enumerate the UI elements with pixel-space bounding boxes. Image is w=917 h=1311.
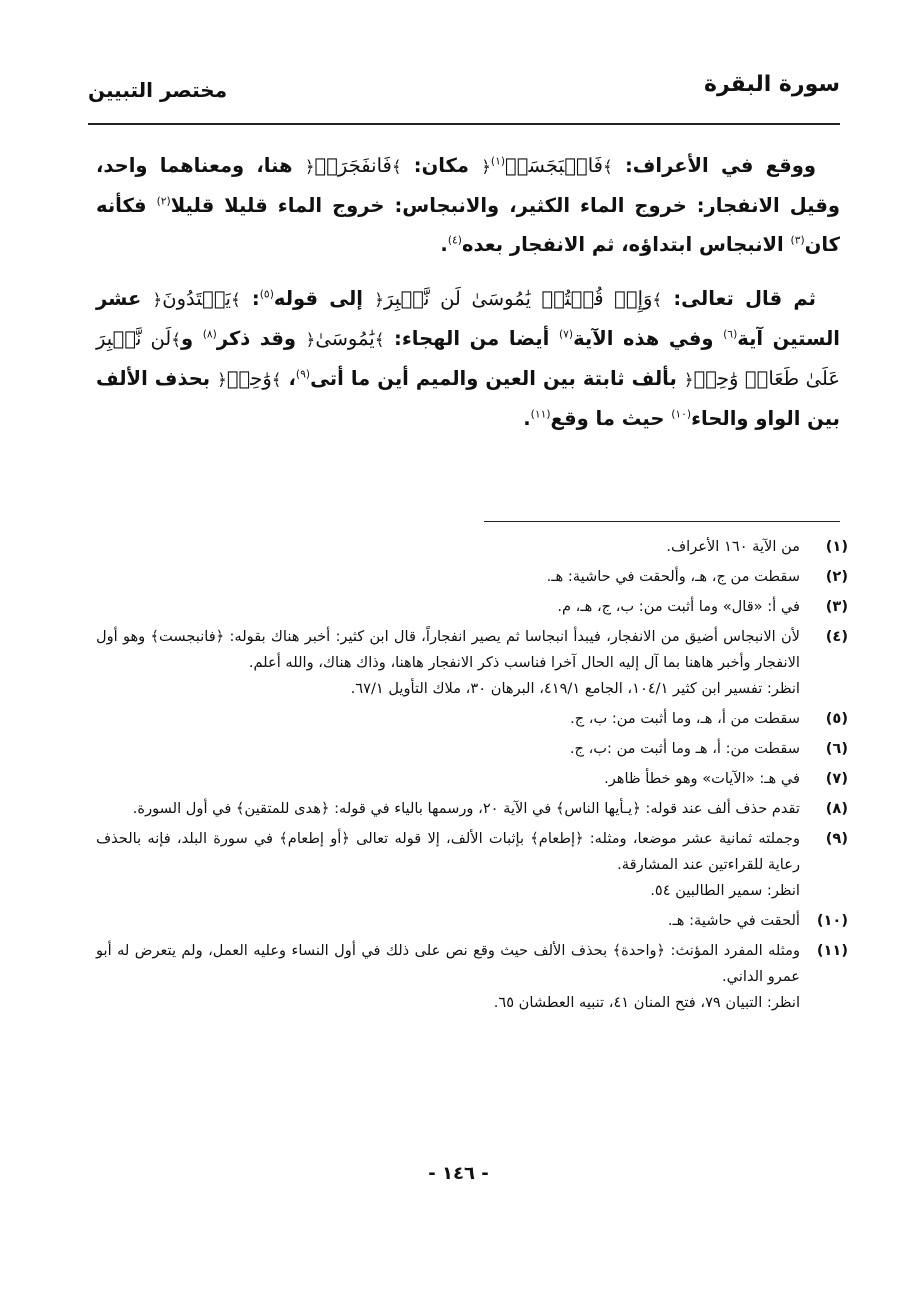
text-run: ، [281, 367, 296, 390]
paragraph-2 [96, 279, 840, 438]
footnote-body [96, 624, 800, 702]
text-run: . [523, 407, 531, 430]
footnote-body [96, 796, 800, 822]
quran-bracket-close: ﴾ [374, 330, 385, 349]
footnote [96, 624, 848, 702]
text-run: الانبجاس ابتداؤه، ثم الانفجار بعده [461, 233, 791, 256]
quran-bracket-open: ﴿ [152, 290, 163, 309]
text-run: فكأنه كان [96, 194, 840, 256]
footnote-line: لأن الانبجاس أضيق من الانفجار، فيبدأ انبجاسا ثم يصير انفجاراً، قال ابن كثير: أخبر هناك بقوله: ﴿فانبجست﴾ وهو أول الانفجار وأخبر هاهنا بما آل إليه الحال آخرا فناسب ذكر الانفجار هاهنا، وذاك هناك، والله أعلم. [96, 628, 800, 671]
footnote-number: (٧) [825, 770, 848, 787]
text-run: حيث ما وقع [550, 407, 672, 430]
quran-bracket-close: ﴾ [171, 330, 181, 349]
footnote-line: وجملته ثمانية عشر موضعا، ومثله: ﴿إطعام﴾ بإثبات الألف، إلا قوله تعالى ﴿أو إطعام﴾ في سورة البلد، فإنه بالحذف رعاية للقراءتين عند المشارقة. [96, 830, 800, 873]
footnote-body [96, 534, 800, 560]
text-run: بألف ثابتة بين العين والميم أين ما أتى [310, 367, 684, 390]
quran-bracket-open: ﴿ [481, 157, 491, 176]
quran-bracket-close: ﴾ [230, 290, 241, 309]
footnote-ref-3: (٣) [790, 233, 805, 247]
text-run: إلى قوله [273, 287, 375, 310]
quran-word: وَٰحِدٖ [226, 367, 272, 390]
footnote-ref-11: (١١) [530, 407, 551, 421]
quran-word: فَانۢبَجَسَتۡ [505, 154, 603, 177]
footnote-line: ومثله المفرد المؤنث: ﴿واحدة﴾ بحذف الألف حيث وقع نص على ذلك في أول النساء وعليه العمل، ولم يتعرض له أبو عمرو الداني. [96, 942, 800, 985]
footnote-reference: انظر: سمير الطالبين ٥٤. [650, 882, 800, 899]
footnote [96, 736, 848, 762]
quran-bracket-open: ﴿ [374, 290, 384, 309]
footnote-ref-1: (١) [490, 154, 506, 168]
footnote-line: في أ: «قال» وما أثبت من: ب، ج، هـ، م. [557, 598, 800, 615]
footnote-body [96, 594, 800, 620]
quran-bracket-close: ﴾ [271, 370, 282, 389]
book-title: مختصر التبيين [88, 78, 228, 102]
footnote [96, 706, 848, 732]
quran-bracket-close: ﴾ [391, 157, 402, 176]
footnote-line: تقدم حذف ألف عند قوله: ﴿يـأيها الناس﴾ في الآية ٢٠، ورسمها بالياء في قوله: ﴿هدى للمتقين﴾ في أول السورة. [132, 800, 800, 817]
quran-bracket-open: ﴿ [304, 157, 315, 176]
footnote [96, 564, 848, 590]
quran-word: لَن نَّصۡبِرَ عَلَىٰ طَعَامٖ وَٰحِدٖ [96, 327, 840, 390]
quran-word: يَعۡتَدُونَ [162, 287, 231, 310]
footnote-number: (١١) [816, 942, 848, 959]
footnote-reference: انظر: تفسير ابن كثير ١٠٤/١، الجامع ٤١٩/١، البرهان ٣٠، ملاك التأويل ٦٧/١. [350, 680, 800, 697]
quran-word: وَإِذۡ قُلۡتُمۡ يَٰمُوسَىٰ لَن نَّصۡبِرَ [383, 287, 653, 310]
footnote-number: (٨) [825, 800, 848, 817]
footnote [96, 826, 848, 904]
surah-title: سورة البقرة [703, 72, 840, 97]
footnote-number: (٤) [825, 628, 848, 645]
text-run: . [440, 233, 448, 256]
footnote-number: (٦) [825, 740, 848, 757]
footnote-ref-10: (١٠) [671, 407, 692, 421]
footnote-ref-2: (٢) [156, 194, 171, 208]
text-run: بحذف الألف بين الواو والحاء [96, 367, 840, 430]
text-run: مكان: [401, 154, 482, 177]
footnote-line: سقطت من ج، هـ، وألحقت في حاشية: هـ. [546, 568, 800, 585]
text-run: و [180, 327, 203, 350]
footnote-body [96, 938, 800, 1016]
footnote-ref-7: (٧) [558, 327, 574, 341]
quran-word: فَانفَجَرَتۡ [314, 154, 392, 177]
page-number: - ١٤٦ - [428, 1163, 489, 1184]
footnote-body [96, 736, 800, 762]
footnote-line: سقطت من أ، هـ، وما أثبت من: ب، ج. [570, 710, 800, 727]
footnote [96, 796, 848, 822]
text-run: ثم قال تعالى: [662, 287, 816, 310]
quran-bracket-open: ﴿ [217, 370, 227, 389]
footnote-ref-6: (٦) [723, 327, 738, 341]
footnote-number: (٩) [825, 830, 848, 847]
quran-bracket-open: ﴿ [305, 330, 316, 349]
footnote-line: ألحقت في حاشية: هـ. [667, 912, 800, 929]
text-run: وقد ذكر [216, 327, 306, 350]
footnote-ref-9: (٩) [295, 367, 311, 381]
footnote-line: سقطت من: أ، هـ وما أثبت من :ب، ج. [569, 740, 800, 757]
footnote-body [96, 908, 800, 934]
text-run: ووقع في الأعراف: [612, 154, 816, 177]
footnote-body [96, 766, 800, 792]
running-header [88, 72, 840, 112]
text-run: وفي هذه الآية [573, 327, 724, 350]
footnote [96, 908, 848, 934]
quran-bracket-close: ﴾ [652, 290, 663, 309]
quran-bracket-open: ﴿ [683, 370, 694, 389]
quran-word: يَٰمُوسَىٰ [315, 327, 375, 350]
footnotes [96, 534, 848, 1020]
footnote-line: في هـ: «الآيات» وهو خطأ ظاهر. [604, 770, 800, 787]
quran-bracket-close: ﴾ [603, 157, 613, 176]
text-run: عشر الستين آية [96, 287, 840, 350]
header-divider [88, 123, 840, 125]
footnote-number: (٥) [825, 710, 848, 727]
footnote [96, 938, 848, 1016]
footnote-reference: انظر: التبيان ٧٩، فتح المنان ٤١، تنبيه العطشان ٦٥. [493, 994, 800, 1011]
footnote-body [96, 706, 800, 732]
footnote-ref-8: (٨) [202, 327, 217, 341]
footnote-body [96, 564, 800, 590]
footnote-ref-5: (٥) [259, 287, 274, 301]
footnote-number: (١٠) [816, 912, 848, 929]
footnote-ref-4: (٤) [447, 233, 462, 247]
text-run: : [240, 287, 260, 310]
text-run: هنا، ومعناهما واحد، وقيل الانفجار: خروج الماء الكثير، والانبجاس: خروج الماء قليلا قليلا [96, 154, 840, 217]
footnote-number: (١) [825, 538, 848, 555]
footnote [96, 594, 848, 620]
footnote-line: من الآية ١٦٠ الأعراف. [666, 538, 800, 555]
footnote-body [96, 826, 800, 904]
footnote-number: (٣) [825, 598, 848, 615]
main-text [96, 146, 840, 453]
footnote-number: (٢) [825, 568, 848, 585]
paragraph-1 [96, 146, 840, 264]
text-run: أيضا من الهجاء: [384, 327, 559, 350]
footnote [96, 534, 848, 560]
footnote-divider [484, 521, 840, 522]
footnote [96, 766, 848, 792]
